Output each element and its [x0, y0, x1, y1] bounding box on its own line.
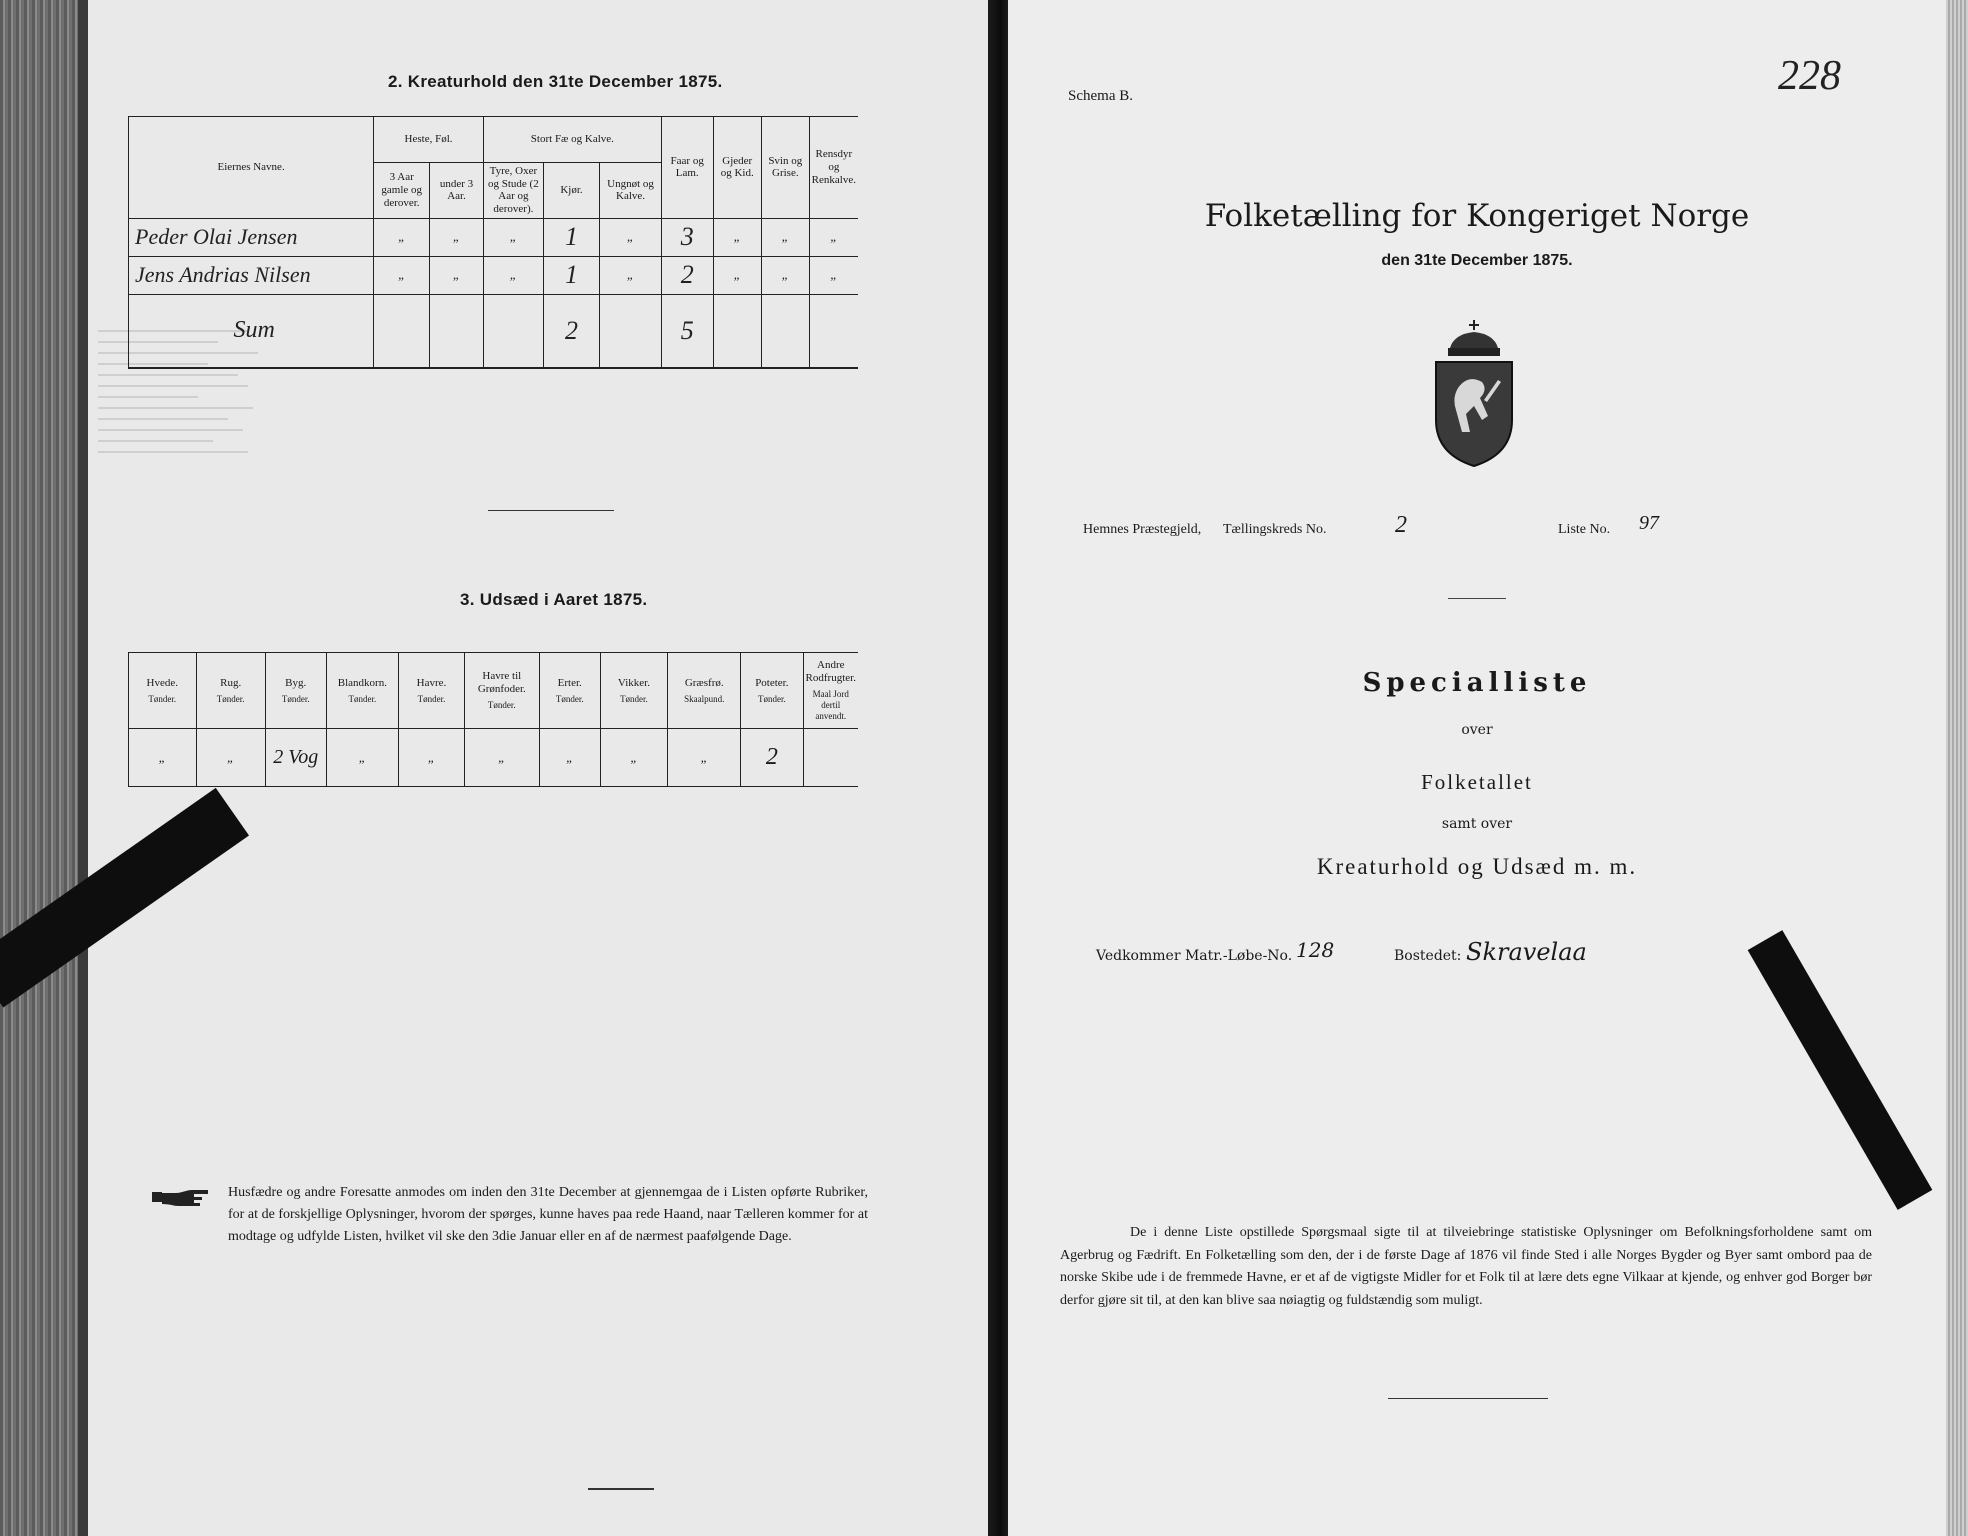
header-reindeer: Rensdyr og Renkalve.	[809, 117, 858, 219]
parish-label: Hemnes Præstegjeld,	[1083, 522, 1202, 537]
section-divider	[488, 510, 614, 511]
samt-over-text: samt over	[1441, 816, 1513, 832]
cell-horses-old: „	[374, 218, 430, 256]
left-spine	[0, 0, 90, 1536]
notice-text: Husfædre og andre Foresatte anmodes om inden den 31te December at gjennemgaa de i Listen opførte Rubriker, for at de forskjellige Oplysninger, hvorom der spørges, kunne haves paa rede Haand, naar Tælleren kommer for at modtage og udfylde Listen, hvilket vil ske den 3die Januar eller en af de nærmest paafølgende Dage.	[228, 1185, 868, 1244]
sum-pigs	[761, 294, 809, 368]
header-oats: Havre. Tønder.	[399, 653, 465, 729]
cell-horses-young: „	[430, 256, 484, 294]
list-number: 97	[1639, 512, 1659, 534]
cell-cows: 1	[543, 218, 599, 256]
cell-bulls: „	[483, 256, 543, 294]
left-page	[88, 0, 988, 1536]
sowing-table	[128, 652, 858, 787]
sum-young-cattle	[600, 294, 662, 368]
cell-horses-young: „	[430, 218, 484, 256]
header-bulls-oxen: Tyre, Oxer og Stude (2 Aar og derover).	[483, 163, 543, 219]
pointing-hand-icon	[150, 1186, 210, 1208]
header-grass-seed: Græsfrø. Skaalpund.	[668, 653, 741, 729]
header-sheep: Faar og Lam.	[661, 117, 713, 219]
sum-bulls	[483, 294, 543, 368]
header-cows: Kjør.	[543, 163, 599, 219]
kreaturhold-heading: Kreaturhold og Udsæd m. m.	[1316, 854, 1638, 879]
schema-label: Schema B.	[1068, 88, 1133, 104]
cell-mixed-grain: „	[326, 729, 399, 787]
header-young-cattle: Ungnøt og Kalve.	[600, 163, 662, 219]
bosted-label: Bostedet:	[1394, 948, 1462, 964]
cell-goats: „	[713, 218, 761, 256]
header-horses-young: under 3 Aar.	[430, 163, 484, 219]
page-number: 228	[1778, 53, 1841, 99]
sum-goats	[713, 294, 761, 368]
table-row	[129, 218, 859, 256]
matr-label: Vedkommer Matr.-Løbe-No.	[1096, 948, 1293, 964]
table-row	[129, 729, 859, 787]
divider	[1448, 598, 1506, 599]
header-potatoes: Poteter. Tønder.	[741, 653, 803, 729]
right-page	[1008, 0, 1946, 1536]
header-mixed-grain: Blandkorn. Tønder.	[326, 653, 399, 729]
bottom-rule	[588, 1488, 654, 1490]
cell-young-cattle: „	[600, 218, 662, 256]
cell-rye: „	[196, 729, 265, 787]
owner-name: Jens Andrias Nilsen	[129, 256, 374, 294]
end-rule	[1388, 1398, 1548, 1399]
cell-horses-old: „	[374, 256, 430, 294]
sum-reindeer	[809, 294, 858, 368]
cell-green-fodder-oats: „	[464, 729, 539, 787]
cell-goats: „	[713, 256, 761, 294]
table-row	[129, 256, 859, 294]
header-pigs: Svin og Grise.	[761, 117, 809, 219]
cell-oats: „	[399, 729, 465, 787]
cell-wheat: „	[129, 729, 197, 787]
district-number: 2	[1395, 512, 1407, 538]
header-horses: Heste, Føl.	[374, 117, 484, 163]
cell-potatoes: 2	[741, 729, 803, 787]
sum-sheep: 5	[661, 294, 713, 368]
matr-number: 128	[1296, 938, 1335, 962]
sum-row	[129, 294, 859, 368]
cell-young-cattle: „	[600, 256, 662, 294]
cell-reindeer: „	[809, 218, 858, 256]
sum-label: Sum	[129, 294, 374, 368]
cell-pigs: „	[761, 218, 809, 256]
over-text: over	[1461, 722, 1493, 738]
header-green-fodder-oats: Havre til Grønfoder. Tønder.	[464, 653, 539, 729]
header-barley: Byg. Tønder.	[265, 653, 326, 729]
section3-title: 3. Udsæd i Aaret 1875.	[460, 590, 648, 609]
cell-pigs: „	[761, 256, 809, 294]
cell-cows: 1	[543, 256, 599, 294]
cell-barley: 2 Vog	[265, 729, 326, 787]
header-owner-names: Eiernes Navne.	[129, 117, 374, 219]
cell-peas: „	[539, 729, 600, 787]
cell-sheep: 2	[661, 256, 713, 294]
header-rye: Rug. Tønder.	[196, 653, 265, 729]
header-horses-old: 3 Aar gamle og derover.	[374, 163, 430, 219]
header-cattle: Stort Fæ og Kalve.	[483, 117, 661, 163]
cell-sheep: 3	[661, 218, 713, 256]
cell-root-crops	[803, 729, 858, 787]
cell-grass-seed: „	[668, 729, 741, 787]
cell-reindeer: „	[809, 256, 858, 294]
cell-vetch: „	[600, 729, 668, 787]
sum-horses-old	[374, 294, 430, 368]
sum-cows: 2	[543, 294, 599, 368]
census-title: Folketælling for Kongeriget Norge	[1204, 198, 1750, 234]
footer-paragraph: De i denne Liste opstillede Spørgsmaal sigte til at tilveiebringe statistiske Oplysninger om Befolkningsforholdene samt om Agerbrug og Fædrift. En Folketælling som den, der i de første Dage af 1876 vil finde Sted i alle Norges Bygder og Byer samt ombord paa de norske Skibe ude i de fremmede Havne, er et af de vigtigste Midler for et Folk til at lære dets egne Vilkaar at kjende, og enhver god Borger bør derfor gjøre sit til, at den kan blive saa nøiagtig og fuldstændig som muligt.	[1060, 1225, 1872, 1308]
livestock-table	[128, 116, 858, 369]
header-goats: Gjeder og Kid.	[713, 117, 761, 219]
header-peas: Erter. Tønder.	[539, 653, 600, 729]
bosted-value: Skravelaa	[1466, 938, 1587, 966]
header-vetch: Vikker. Tønder.	[600, 653, 668, 729]
sum-horses-young	[430, 294, 484, 368]
folketallet-heading: Folketallet	[1421, 770, 1533, 794]
district-label: Tællingskreds No.	[1223, 522, 1327, 537]
cell-bulls: „	[483, 218, 543, 256]
right-page-edge	[1946, 0, 1968, 1536]
section2-title: 2. Kreaturhold den 31te December 1875.	[388, 72, 723, 91]
coat-of-arms-icon	[1428, 318, 1520, 468]
census-date: den 31te December 1875.	[1381, 252, 1573, 269]
list-label: Liste No.	[1558, 522, 1611, 537]
specialliste-heading: Specialliste	[1362, 668, 1592, 698]
header-wheat: Hvede. Tønder.	[129, 653, 197, 729]
owner-name: Peder Olai Jensen	[129, 218, 374, 256]
header-root-crops: Andre Rodfrugter. Maal Jord dertil anvendt.	[803, 653, 858, 729]
